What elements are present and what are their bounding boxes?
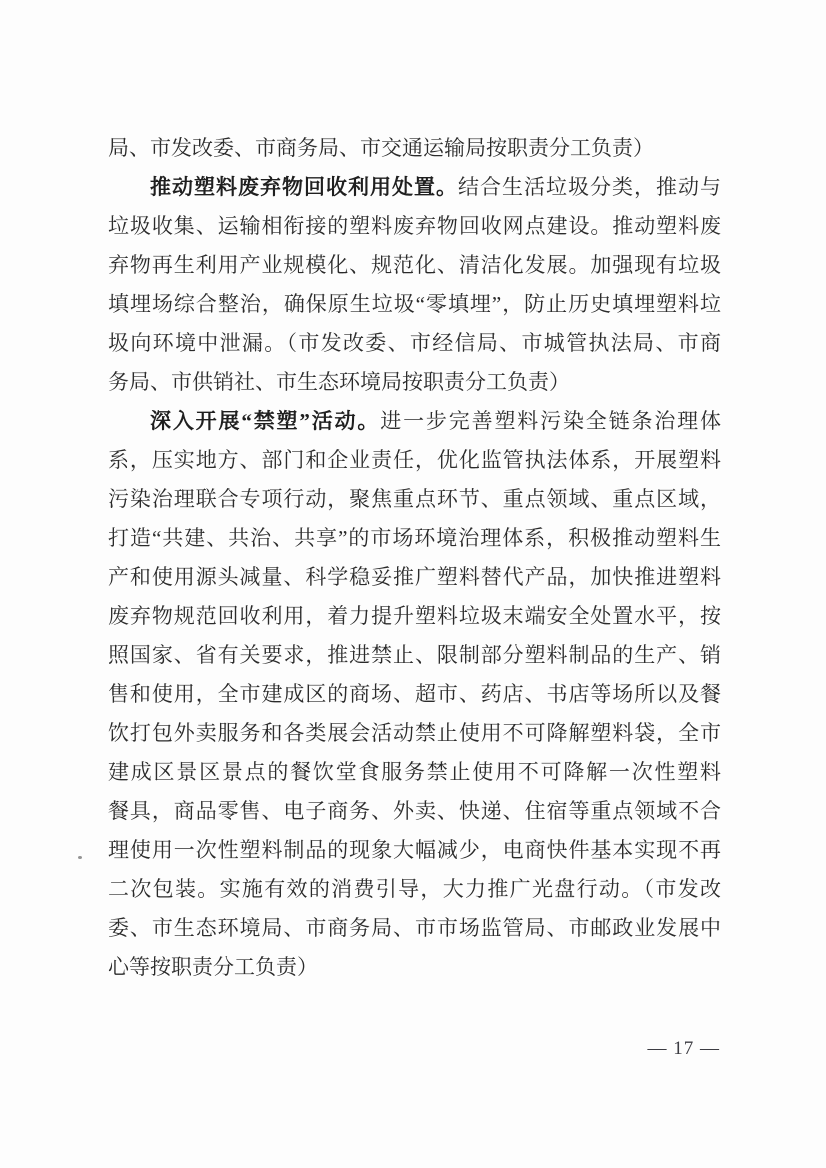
text-line — [108, 831, 721, 870]
text-segment: 局、市发改委、市商务局、市交通运输局按职责分工负责） — [108, 136, 654, 160]
text-line — [108, 129, 721, 168]
text-line — [108, 363, 721, 402]
text-segment: 打造“共建、共治、共享”的市场环境治理体系，积极推动塑料生 — [108, 526, 721, 550]
text-segment: 弃物再生利用产业规模化、规范化、清洁化发展。加强现有垃圾 — [108, 253, 721, 277]
text-line — [108, 480, 721, 519]
text-line — [108, 597, 721, 636]
text-segment: 填埋场综合整治，确保原生垃圾“零填埋”，防止历史填埋塑料垃 — [108, 292, 721, 316]
text-line — [108, 714, 721, 753]
paragraph-lead: 深入开展“禁塑”活动。 — [150, 409, 381, 433]
text-segment: 理使用一次性塑料制品的现象大幅减少，电商快件基本实现不再 — [108, 838, 721, 862]
text-line — [108, 207, 721, 246]
text-line — [108, 753, 721, 792]
page-number: — 17 — — [647, 1038, 720, 1059]
text-segment: 售和使用，全市建成区的商场、超市、药店、书店等场所以及餐 — [108, 682, 721, 706]
text-segment: 产和使用源头减量、科学稳妥推广塑料替代产品，加快推进塑料 — [108, 565, 721, 589]
text-segment: 二次包装。实施有效的消费引导，大力推广光盘行动。（市发改 — [108, 877, 721, 901]
text-segment: 系，压实地方、部门和企业责任，优化监管执法体系，开展塑料 — [108, 448, 721, 472]
text-line — [108, 402, 721, 441]
text-line — [108, 441, 721, 480]
text-line — [108, 285, 721, 324]
text-line — [108, 909, 721, 948]
text-line — [108, 246, 721, 285]
text-segment: 结合生活垃圾分类，推动与 — [458, 175, 721, 199]
text-segment: 餐具，商品零售、电子商务、外卖、快递、住宿等重点领域不合 — [108, 799, 721, 823]
text-line — [108, 792, 721, 831]
page-body — [108, 129, 721, 987]
text-segment: 建成区景区景点的餐饮堂食服务禁止使用不可降解一次性塑料 — [108, 760, 721, 784]
text-segment: 心等按职责分工负责） — [108, 955, 318, 979]
text-segment: 圾向环境中泄漏。（市发改委、市经信局、市城管执法局、市商 — [108, 331, 721, 355]
text-segment: 饮打包外卖服务和各类展会活动禁止使用不可降解塑料袋，全市 — [108, 721, 721, 745]
text-segment: 废弃物规范回收利用，着力提升塑料垃圾末端安全处置水平，按 — [108, 604, 721, 628]
text-segment: 污染治理联合专项行动，聚焦重点环节、重点领域、重点区域， — [108, 487, 721, 511]
scan-speck — [78, 856, 82, 859]
text-line — [108, 948, 721, 987]
text-line — [108, 519, 721, 558]
text-line — [108, 558, 721, 597]
paragraph-lead: 推动塑料废弃物回收利用处置。 — [150, 175, 458, 199]
text-line — [108, 168, 721, 207]
text-line — [108, 324, 721, 363]
text-line — [108, 636, 721, 675]
text-segment: 进一步完善塑料污染全链条治理体 — [380, 409, 721, 433]
text-segment: 照国家、省有关要求，推进禁止、限制部分塑料制品的生产、销 — [108, 643, 721, 667]
text-line — [108, 675, 721, 714]
text-segment: 垃圾收集、运输相衔接的塑料废弃物回收网点建设。推动塑料废 — [108, 214, 721, 238]
text-line — [108, 870, 721, 909]
text-segment: 委、市生态环境局、市商务局、市市场监管局、市邮政业发展中 — [108, 916, 721, 940]
text-segment: 务局、市供销社、市生态环境局按职责分工负责） — [108, 370, 570, 394]
